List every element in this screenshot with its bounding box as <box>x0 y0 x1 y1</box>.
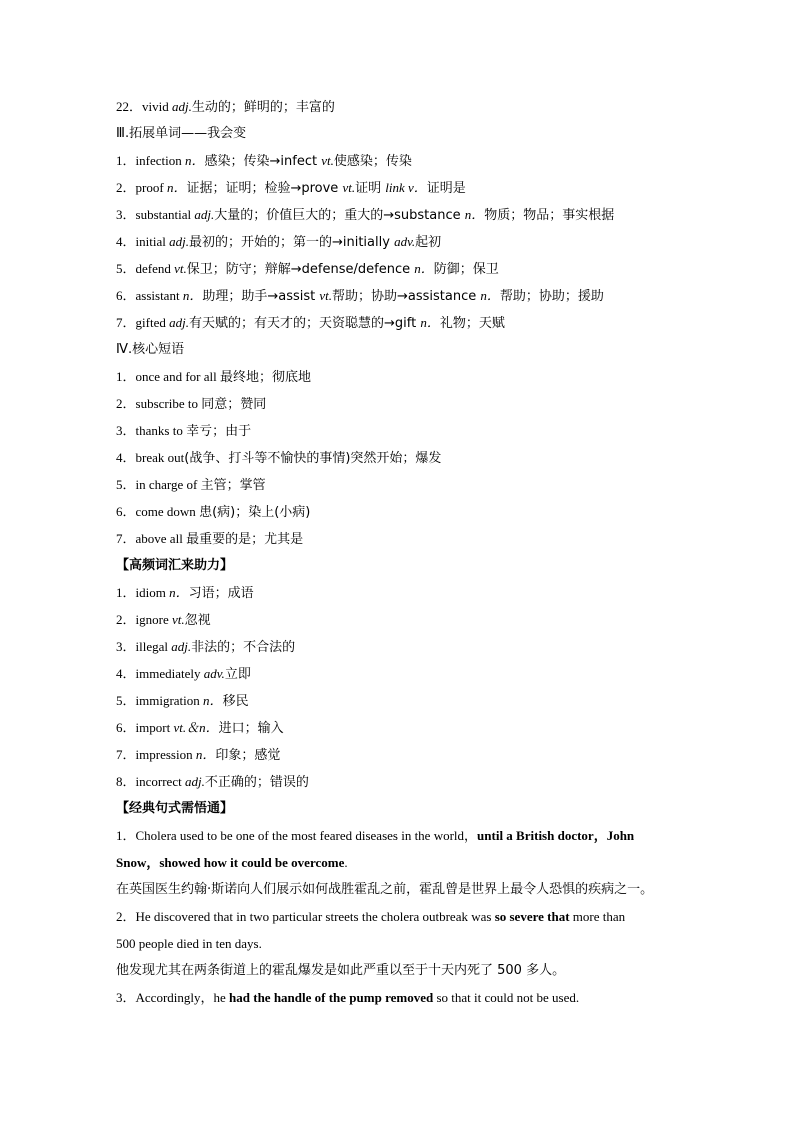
expand-item-3 <box>116 201 686 228</box>
item-number: 22． <box>116 99 143 114</box>
expand-item-2 <box>116 174 686 201</box>
vocab-meaning: 感染；传染→infect <box>204 154 322 169</box>
item-number: 7． <box>116 531 136 546</box>
item-number: 8． <box>116 774 136 789</box>
phrase-item-2 <box>116 390 686 417</box>
item-number: 2． <box>116 396 136 411</box>
item-number: 4． <box>116 234 136 249</box>
item-number: 1． <box>116 585 136 600</box>
part-of-speech: adj. <box>169 234 189 249</box>
vocab-meaning: 使感染；传染 <box>333 154 412 169</box>
sentence-text: Cholera used to be one of the most feared diseases in the world， <box>135 828 478 843</box>
document-page <box>116 93 686 1011</box>
sentence-2-translation: 他发现尤其在两条街道上的霍乱爆发是如此严重以至于十天内死了 500 多人。 <box>116 963 566 978</box>
vocab-word: incorrect <box>135 774 185 789</box>
expand-item-7 <box>116 309 686 336</box>
vocab-meaning: 防御；保卫 <box>433 262 499 277</box>
part-of-speech: v． <box>407 180 427 195</box>
vocab-meaning: 保卫；防守；辩解→defense/defence <box>186 262 415 277</box>
part-of-speech: n． <box>195 747 216 762</box>
phrase-item-1 <box>116 363 686 390</box>
part-of-speech: adj. <box>171 639 192 654</box>
freq-item-5 <box>116 687 686 714</box>
part-of-speech: vt. <box>171 612 185 627</box>
vocab-meaning: 起初 <box>415 235 442 250</box>
vocab-meaning: 习语；成语 <box>188 586 254 601</box>
phrase-meaning: (战争、打斗等不愉快的事情)突然开始；爆发 <box>184 451 442 466</box>
freq-item-3 <box>116 633 686 660</box>
item-number: 6． <box>116 288 136 303</box>
phrase-text: above all <box>135 531 187 546</box>
sentence-2-line-1 <box>116 903 686 930</box>
item-number: 2． <box>116 909 136 924</box>
sentence-2-line-2 <box>116 930 686 957</box>
expand-item-4 <box>116 228 686 255</box>
vocab-meaning: 立即 <box>224 667 251 682</box>
freq-item-7 <box>116 741 686 768</box>
part-of-speech: n． <box>420 315 440 330</box>
phrase-text: break out <box>135 450 185 465</box>
phrase-item-6 <box>116 498 686 525</box>
vocab-word: defend <box>135 261 175 276</box>
vocab-meaning: 最初的；开始的；第一的→initially <box>188 235 395 250</box>
sentence-1-translation: 在英国医生约翰·斯诺向人们展示如何战胜霍乱之前，霍乱曾是世界上最令人恐惧的疾病之一。 <box>116 882 654 897</box>
vocab-meaning: 非法的；不合法的 <box>191 640 296 655</box>
vocab-meaning: 生动的；鲜明的；丰富的 <box>191 100 335 115</box>
vocab-item-22 <box>116 93 686 120</box>
part-of-speech: vt. <box>174 261 187 276</box>
vocab-word: infection <box>135 153 185 168</box>
vocab-meaning: 有天赋的；有天才的；天资聪慧的→gift <box>188 316 421 331</box>
part-of-speech: n． <box>480 288 500 303</box>
item-number: 6． <box>116 504 136 519</box>
phrase-meaning: 主管；掌管 <box>200 478 266 493</box>
vocab-word: vivid <box>142 99 172 114</box>
freq-item-6 <box>116 714 686 741</box>
part-of-speech: vt. <box>342 180 356 195</box>
freq-item-2 <box>116 606 686 633</box>
part-of-speech: n． <box>182 288 203 303</box>
phrase-item-7 <box>116 525 686 552</box>
part-of-speech: vt. <box>321 153 334 168</box>
phrase-text: in charge of <box>135 477 201 492</box>
vocab-word: idiom <box>135 585 170 600</box>
sentence-1-line-1 <box>116 822 686 849</box>
freq-item-1 <box>116 579 686 606</box>
sentence-text: He discovered that in two particular streets the cholera outbreak was <box>135 909 495 924</box>
sentence-highlight: until a British doctor，John <box>477 828 635 843</box>
vocab-meaning: 帮助；协助→assistance <box>332 289 481 304</box>
phrase-item-3 <box>116 417 686 444</box>
sentence-1-line-2 <box>116 849 686 876</box>
part-of-speech: vt.＆n． <box>173 720 219 735</box>
phrase-text: come down <box>135 504 200 519</box>
phrase-text: thanks to <box>135 423 187 438</box>
item-number: 4． <box>116 450 136 465</box>
section-4-title: Ⅳ.核心短语 <box>116 342 185 357</box>
item-number: 5． <box>116 477 136 492</box>
item-number: 3． <box>116 423 136 438</box>
vocab-meaning: 证据；证明；检验→prove <box>186 181 343 196</box>
vocab-word: immediately <box>135 666 204 681</box>
item-number: 2． <box>116 612 136 627</box>
part-of-speech: n． <box>203 693 223 708</box>
phrase-meaning: 最重要的是；尤其是 <box>186 532 304 547</box>
vocab-word: link <box>385 180 408 195</box>
part-of-speech: n． <box>414 261 434 276</box>
part-of-speech: vt. <box>319 288 333 303</box>
sentence-3-line-1 <box>116 984 686 1011</box>
item-number: 5． <box>116 693 136 708</box>
vocab-meaning: 移民 <box>222 694 249 709</box>
part-of-speech: n． <box>169 585 189 600</box>
section-3-title: Ⅲ.拓展单词——我会变 <box>116 126 247 141</box>
vocab-word: proof <box>135 180 167 195</box>
phrase-meaning: 幸亏；由于 <box>186 424 252 439</box>
vocab-meaning: 进口；输入 <box>218 721 284 736</box>
sentence-highlight: had the handle of the pump removed <box>229 990 434 1005</box>
vocab-word: ignore <box>135 612 172 627</box>
phrase-meaning: 同意；赞同 <box>201 397 267 412</box>
item-number: 3． <box>116 990 136 1005</box>
item-number: 5． <box>116 261 136 276</box>
sentence-text: so that it could not be used. <box>433 990 580 1005</box>
vocab-meaning: 不正确的；错误的 <box>204 775 309 790</box>
phrase-item-5 <box>116 471 686 498</box>
section-5-title: 【高频词汇来助力】 <box>116 558 234 573</box>
vocab-word: initial <box>135 234 170 249</box>
item-number: 3． <box>116 639 136 654</box>
sentence-highlight: so severe that <box>494 909 570 924</box>
sentence-text: more than <box>569 909 626 924</box>
vocab-word: impression <box>135 747 196 762</box>
section-6-title: 【经典句式需悟通】 <box>116 801 234 816</box>
part-of-speech: adj. <box>184 774 205 789</box>
vocab-word: gifted <box>135 315 170 330</box>
item-number: 1． <box>116 153 136 168</box>
freq-item-8 <box>116 768 686 795</box>
part-of-speech: n． <box>464 207 485 222</box>
vocab-word: substantial <box>135 207 195 222</box>
expand-item-5 <box>116 255 686 282</box>
part-of-speech: adj. <box>169 315 189 330</box>
item-number: 7． <box>116 747 136 762</box>
vocab-meaning: 助理；助手→assist <box>202 289 320 304</box>
vocab-meaning: 印象；感觉 <box>215 748 281 763</box>
phrase-meaning: 患(病)；染上(小病) <box>199 505 311 520</box>
item-number: 1． <box>116 828 136 843</box>
phrase-meaning: 最终地；彻底地 <box>219 370 311 385</box>
phrase-text: once and for all <box>135 369 220 384</box>
vocab-word: immigration <box>135 693 204 708</box>
vocab-word: illegal <box>135 639 172 654</box>
vocab-word: assistant <box>135 288 183 303</box>
part-of-speech: n． <box>184 153 205 168</box>
vocab-meaning: 物质；物品；事实根据 <box>484 208 615 223</box>
part-of-speech: adj. <box>172 99 192 114</box>
vocab-meaning: 证明是 <box>426 181 466 196</box>
item-number: 1． <box>116 369 136 384</box>
part-of-speech: adv. <box>203 666 225 681</box>
sentence-text: . <box>344 855 348 870</box>
expand-item-1 <box>116 147 686 174</box>
expand-item-6 <box>116 282 686 309</box>
sentence-text: 500 people died in ten days. <box>116 936 262 951</box>
vocab-meaning: 忽视 <box>184 613 211 628</box>
phrase-text: subscribe to <box>135 396 202 411</box>
sentence-text: Accordingly，he <box>135 990 230 1005</box>
part-of-speech: adj. <box>194 207 215 222</box>
vocab-word: import <box>135 720 174 735</box>
vocab-meaning: 大量的；价值巨大的；重大的→substance <box>214 208 465 223</box>
vocab-meaning: 帮助；协助；援助 <box>499 289 604 304</box>
part-of-speech: n． <box>166 180 187 195</box>
item-number: 7． <box>116 315 136 330</box>
phrase-item-4 <box>116 444 686 471</box>
vocab-meaning: 礼物；天赋 <box>439 316 505 331</box>
item-number: 2． <box>116 180 136 195</box>
freq-item-4 <box>116 660 686 687</box>
vocab-meaning: 证明 <box>355 181 386 196</box>
item-number: 3． <box>116 207 136 222</box>
item-number: 6． <box>116 720 136 735</box>
sentence-highlight: Snow，showed how it could be overcome <box>116 855 345 870</box>
item-number: 4． <box>116 666 136 681</box>
part-of-speech: adv. <box>394 234 416 249</box>
